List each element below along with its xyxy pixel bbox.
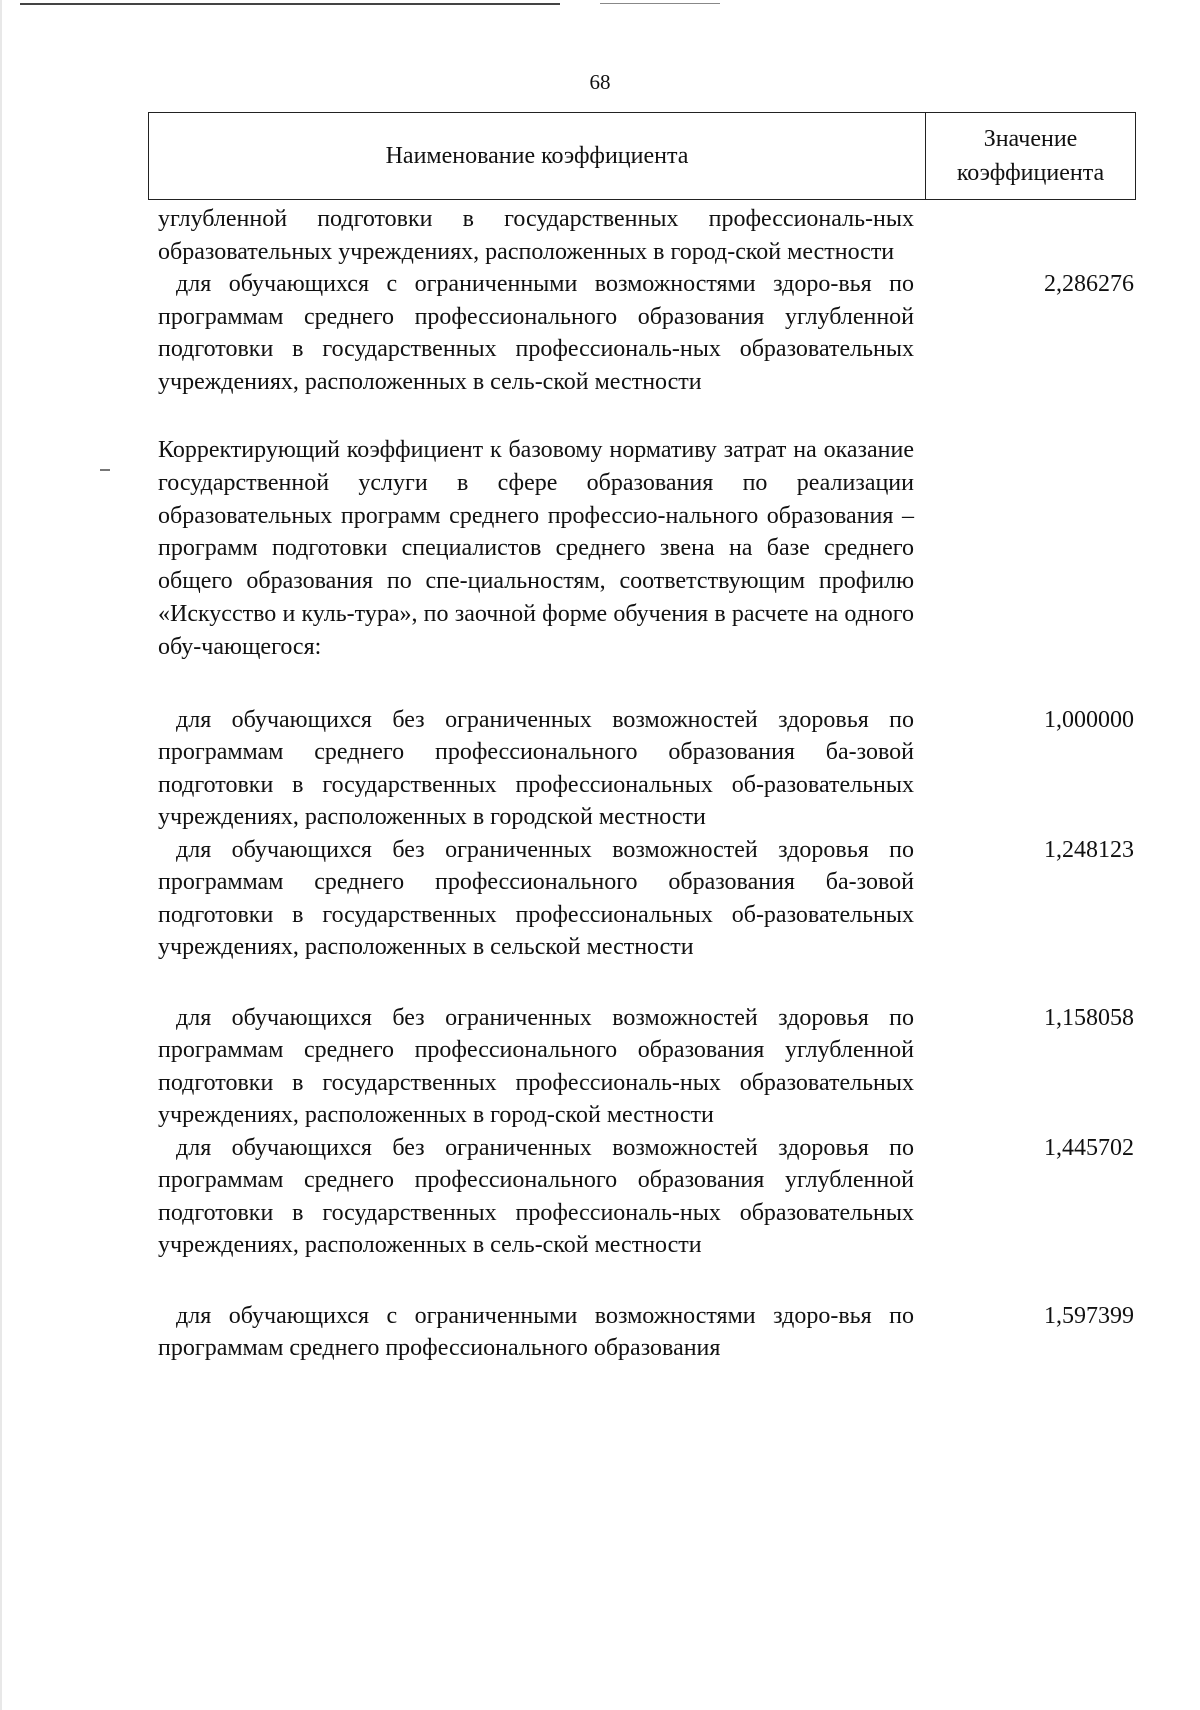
row-text: для обучающихся с ограниченными возможностями здоро-вья по программам среднего профессионального образования углубленной подготовки в государственных профессиональ-ных образовательных учреждениях, расположенных в сель-ской местности [158, 271, 914, 395]
table-body [158, 203, 1158, 1365]
margin-mark [100, 469, 110, 471]
row-text: для обучающихся с ограниченными возможностями здоро-вья по программам среднего профессионального образования [158, 1302, 914, 1362]
continuation-text: углубленной подготовки в государственных профессиональ-ных образовательных учреждениях, расположенных в город-ской местности [158, 206, 914, 265]
scan-edge [0, 0, 2, 1710]
table-row [158, 1300, 1158, 1365]
continuation-value [914, 203, 1134, 268]
table-row [158, 834, 1158, 964]
row-text: для обучающихся без ограниченных возможностей здоровья по программам среднего профессионального образования углубленной подготовки в государственных профессиональ-ных образовательных учреждениях, расположенных в город-ской местности [158, 1004, 914, 1129]
table-row [158, 268, 1158, 398]
table-row [158, 1002, 1158, 1132]
spacer [158, 964, 1158, 1002]
coefficient-intro: Корректирующий коэффициент к базовому нормативу затрат на оказание государственной услуги в сфере образования по реализации образовательных программ среднего профессио-нального образования – программ подготовки специалистов среднего звена на базе среднего общего образования по спе-циальностям, соответствующим профилю «Искусство и куль-тура», по заочной форме обучения в расчете на одного обу-чающегося: [158, 437, 914, 660]
header-name-column: Наименование коэффициента [149, 113, 926, 199]
header-value-column: Значение коэффициента [956, 126, 1105, 186]
table-header [148, 112, 1136, 200]
spacer [158, 1262, 1158, 1300]
page-number: 68 [589, 70, 611, 94]
scan-top-line-secondary [600, 3, 720, 4]
row-value: 1,158058 [1044, 1004, 1134, 1031]
row-text: для обучающихся без ограниченных возможностей здоровья по программам среднего профессионального образования ба-зовой подготовки в государственных профессиональных об-разовательных учреждениях, расположенных в городской местности [158, 706, 914, 831]
row-text: для обучающихся без ограниченных возможностей здоровья по программам среднего профессионального образования углубленной подготовки в государственных профессиональ-ных образовательных учреждениях, расположенных в сель-ской местности [158, 1134, 914, 1259]
row-value: 1,248123 [1044, 836, 1134, 863]
table-row-continuation [158, 203, 1158, 268]
row-value: 2,286276 [1044, 271, 1134, 297]
intro-row [158, 434, 1158, 664]
row-value: 1,000000 [1044, 706, 1134, 733]
row-value: 1,445702 [1044, 1134, 1134, 1161]
scan-top-line [20, 3, 560, 5]
spacer [158, 664, 1158, 704]
spacer [158, 398, 1158, 434]
table-row [158, 704, 1158, 834]
row-value: 1,597399 [1044, 1302, 1134, 1329]
row-text: для обучающихся без ограниченных возможностей здоровья по программам среднего профессионального образования ба-зовой подготовки в государственных профессиональных об-разовательных учреждениях, расположенных в сельской местности [158, 836, 914, 961]
table-row [158, 1132, 1158, 1262]
